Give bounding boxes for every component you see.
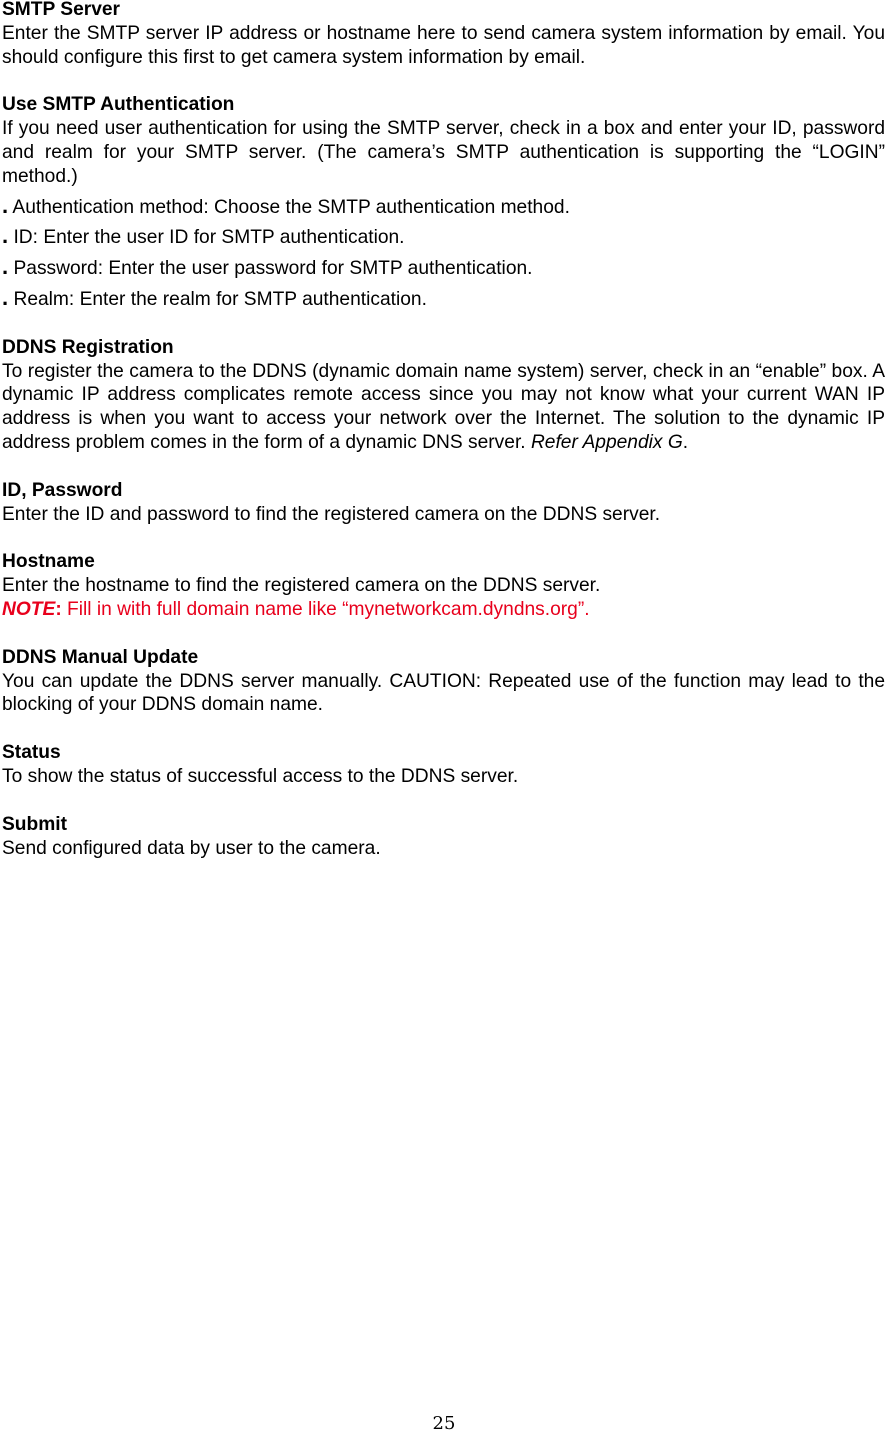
section-heading: Use SMTP Authentication [2,94,235,116]
section-text-body: To register the camera to the DDNS (dynamic domain name system) server, check in an “enable” box. A dynamic IP address complicates remote access since you may not know what your current WAN IP address is when you want to access your network over the Internet. The solution to the dynamic IP address problem comes in the form of a dynamic DNS server. [2,360,885,453]
section-text: Send configured data by user to the camera. [2,837,381,859]
section-status [2,741,885,789]
section-id-password [2,479,885,527]
bullet-text: Authentication method: Choose the SMTP authentication method. [12,196,570,218]
section-heading: Status [2,742,61,764]
section-ddns-registration [2,336,885,455]
bullet-marker: . [2,254,9,280]
bullet-text: ID: Enter the user ID for SMTP authentication. [13,227,405,249]
section-hostname [2,550,885,621]
bullet-marker: . [2,192,9,218]
section-heading: SMTP Server [2,0,121,20]
section-heading: DDNS Manual Update [2,646,199,668]
bullet-item [2,224,885,250]
note-text: Fill in with full domain name like “mynetworkcam.dyndns.org”. [61,598,590,620]
note-colon: : [55,598,62,620]
page-number: 25 [432,1413,456,1434]
section-text: If you need user authentication for using the SMTP server, check in a box and enter your ID, password and realm for your SMTP server. (The camera’s SMTP authentication is supporting the “LOGIN” method.) [2,118,885,187]
appendix-reference: Refer Appendix G [530,431,683,453]
bullet-item [2,286,885,312]
section-heading: Hostname [2,551,95,573]
bullet-marker: . [2,223,9,249]
reference-period: . [682,431,689,453]
section-text: You can update the DDNS server manually. CAUTION: Repeated use of the function may lead to the blocking of your DDNS domain name. [2,670,885,716]
bullet-text: Password: Enter the user password for SMTP authentication. [13,258,533,280]
bullet-item [2,255,885,281]
section-heading: ID, Password [2,479,123,501]
section-text [2,360,885,455]
section-text: Enter the ID and password to find the registered camera on the DDNS server. [2,503,661,525]
section-smtp-authentication [2,93,885,311]
section-text: Enter the hostname to find the registered camera on the DDNS server. [2,575,601,597]
document-body [2,0,885,884]
section-text: To show the status of successful access to the DDNS server. [2,765,519,787]
note-line [2,598,885,622]
section-smtp-server [2,0,885,69]
bullet-text: Realm: Enter the realm for SMTP authentication. [13,288,427,310]
section-heading: DDNS Registration [2,336,174,358]
section-ddns-manual-update [2,646,885,717]
section-text: Enter the SMTP server IP address or hostname here to send camera system information by email. You should configure this first to get camera system information by email. [2,22,885,68]
bullet-marker: . [2,284,9,310]
section-heading: Submit [2,813,68,835]
note-label: NOTE [2,598,56,620]
section-submit [2,813,885,861]
bullet-item [2,194,885,220]
